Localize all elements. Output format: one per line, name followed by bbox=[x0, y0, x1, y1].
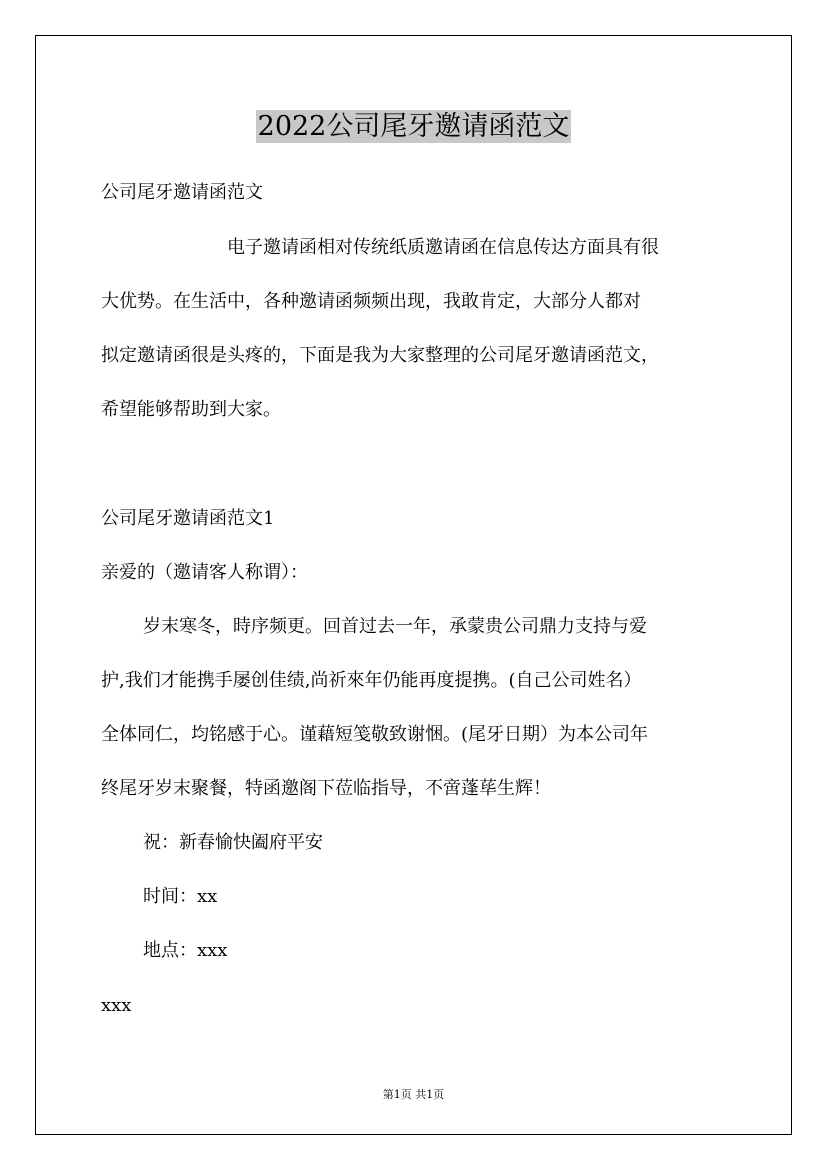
signature: xxx bbox=[101, 995, 132, 1016]
place-line: 地点：xxx bbox=[143, 940, 228, 961]
body-line: 护,我们才能携手屡创佳绩,尚祈來年仍能再度提携。(自己公司姓名） bbox=[101, 670, 642, 691]
subtitle: 公司尾牙邀请函范文 bbox=[101, 182, 263, 203]
body-line: 全体同仁，均铭感于心。谨藉短笺敬致谢悃。(尾牙日期）为本公司年 bbox=[101, 724, 649, 745]
document-title bbox=[0, 104, 827, 143]
body-line: 终尾牙岁末聚餐，特函邀阁下莅临指导，不啻蓬荜生辉！ bbox=[101, 778, 551, 799]
body-line: 岁末寒冬，時序频更。回首过去一年，承蒙贵公司鼎力支持与爱 bbox=[143, 616, 647, 637]
page-footer: 第1页 共1页 bbox=[382, 1088, 445, 1101]
wish-line: 祝：新春愉快阖府平安 bbox=[143, 832, 323, 853]
salutation: 亲爱的（邀请客人称谓）： bbox=[101, 562, 308, 583]
intro-line: 电子邀请函相对传统纸质邀请函在信息传达方面具有很 bbox=[227, 237, 659, 258]
title-text: 2022公司尾牙邀请函范文 bbox=[257, 111, 570, 142]
intro-line: 拟定邀请函很是头疼的，下面是我为大家整理的公司尾牙邀请函范文， bbox=[101, 345, 659, 366]
section-heading: 公司尾牙邀请函范文1 bbox=[101, 508, 275, 529]
time-line: 时间：xx bbox=[143, 886, 218, 907]
intro-line: 希望能够帮助到大家。 bbox=[101, 399, 281, 420]
intro-line: 大优势。在生活中，各种邀请函频频出现，我敢肯定，大部分人都对 bbox=[101, 291, 641, 312]
